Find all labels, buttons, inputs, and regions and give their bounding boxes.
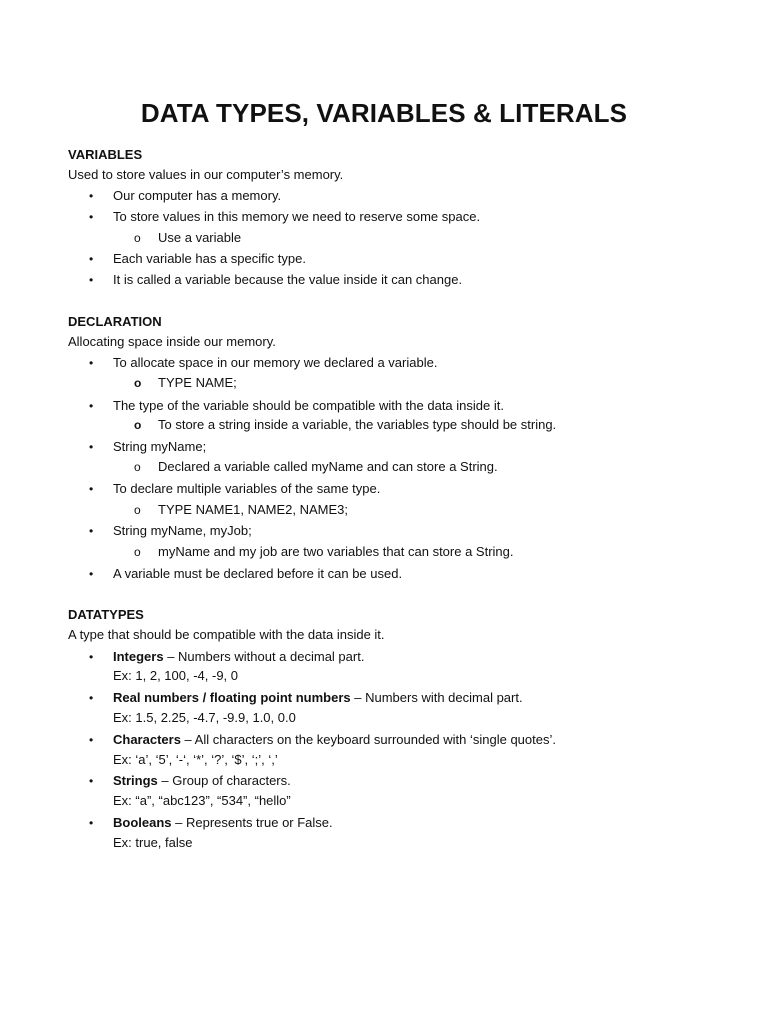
sub-list-item: TYPE NAME1, NAME2, NAME3; bbox=[158, 502, 348, 517]
bullet-marker: • bbox=[89, 650, 94, 664]
bullet-marker: • bbox=[89, 252, 94, 266]
sub-bullet-marker: o bbox=[134, 545, 141, 559]
bullet-marker: • bbox=[89, 733, 94, 747]
section-intro-declaration: Allocating space inside our memory. bbox=[68, 334, 276, 349]
datatype-term: Real numbers / floating point numbers bbox=[113, 690, 351, 705]
sub-list-item: Declared a variable called myName and can store a String. bbox=[158, 459, 498, 474]
list-item: A variable must be declared before it can be used. bbox=[113, 566, 403, 581]
datatype-description: – All characters on the keyboard surrounded with ‘single quotes’. bbox=[180, 732, 556, 747]
datatype-term: Booleans bbox=[113, 815, 172, 830]
datatype-example: Ex: 1.5, 2.25, -4.7, -9.9, 1.0, 0.0 bbox=[113, 710, 296, 725]
datatype-description: – Represents true or False. bbox=[171, 815, 333, 830]
list-item: Our computer has a memory. bbox=[113, 188, 282, 203]
section-heading-variables: VARIABLES bbox=[68, 147, 143, 162]
datatype-description: – Numbers with decimal part. bbox=[350, 690, 523, 705]
sub-bullet-marker: o bbox=[134, 460, 141, 474]
datatype-example: Ex: “a”, “abc123”, “534”, “hello” bbox=[113, 793, 291, 808]
sub-bullet-marker: o bbox=[134, 418, 142, 432]
sub-bullet-marker: o bbox=[134, 231, 141, 245]
datatype-term: Integers bbox=[113, 649, 164, 664]
bullet-marker: • bbox=[89, 524, 94, 538]
datatype-term: Strings bbox=[113, 773, 158, 788]
bullet-marker: • bbox=[89, 482, 94, 496]
bullet-marker: • bbox=[89, 189, 94, 203]
datatype-example: Ex: ‘a’, ‘5’, ‘-‘, ‘*’, ‘?’, ‘$’, ‘;’, ‘,’ bbox=[113, 752, 278, 767]
sub-bullet-marker: o bbox=[134, 376, 142, 390]
sub-list-item: To store a string inside a variable, the variables type should be string. bbox=[158, 417, 557, 432]
bullet-marker: • bbox=[89, 816, 94, 830]
bullet-marker: • bbox=[89, 691, 94, 705]
datatype-item bbox=[113, 773, 291, 789]
list-item: To store values in this memory we need to reserve some space. bbox=[113, 209, 481, 224]
page-title: DATA TYPES, VARIABLES & LITERALS bbox=[140, 98, 628, 128]
list-item: To allocate space in our memory we declared a variable. bbox=[113, 355, 438, 370]
bullet-marker: • bbox=[89, 567, 94, 581]
datatype-example: Ex: true, false bbox=[113, 835, 193, 850]
datatype-example: Ex: 1, 2, 100, -4, -9, 0 bbox=[113, 668, 239, 683]
sub-list-item: TYPE NAME; bbox=[158, 375, 237, 390]
list-item: It is called a variable because the value inside it can change. bbox=[113, 272, 463, 287]
section-intro-variables: Used to store values in our computer’s memory. bbox=[68, 167, 344, 182]
list-item: String myName, myJob; bbox=[113, 523, 252, 538]
bullet-marker: • bbox=[89, 356, 94, 370]
datatype-item bbox=[113, 690, 523, 706]
sub-list-item: myName and my job are two variables that can store a String. bbox=[158, 544, 514, 559]
section-heading-datatypes: DATATYPES bbox=[68, 607, 144, 622]
datatype-description: – Numbers without a decimal part. bbox=[163, 649, 365, 664]
datatype-item bbox=[113, 815, 333, 831]
bullet-marker: • bbox=[89, 210, 94, 224]
list-item: Each variable has a specific type. bbox=[113, 251, 306, 266]
datatype-term: Characters bbox=[113, 732, 181, 747]
datatype-description: – Group of characters. bbox=[157, 773, 291, 788]
datatype-item bbox=[113, 732, 556, 748]
datatype-item bbox=[113, 649, 364, 665]
section-heading-declaration: DECLARATION bbox=[68, 314, 162, 329]
bullet-marker: • bbox=[89, 440, 94, 454]
bullet-marker: • bbox=[89, 399, 94, 413]
bullet-marker: • bbox=[89, 774, 94, 788]
sub-bullet-marker: o bbox=[134, 503, 141, 517]
list-item: String myName; bbox=[113, 439, 207, 454]
list-item: To declare multiple variables of the same type. bbox=[113, 481, 381, 496]
sub-list-item: Use a variable bbox=[158, 230, 242, 245]
section-intro-datatypes: A type that should be compatible with the data inside it. bbox=[68, 627, 385, 642]
list-item: The type of the variable should be compatible with the data inside it. bbox=[113, 398, 504, 413]
bullet-marker: • bbox=[89, 273, 94, 287]
